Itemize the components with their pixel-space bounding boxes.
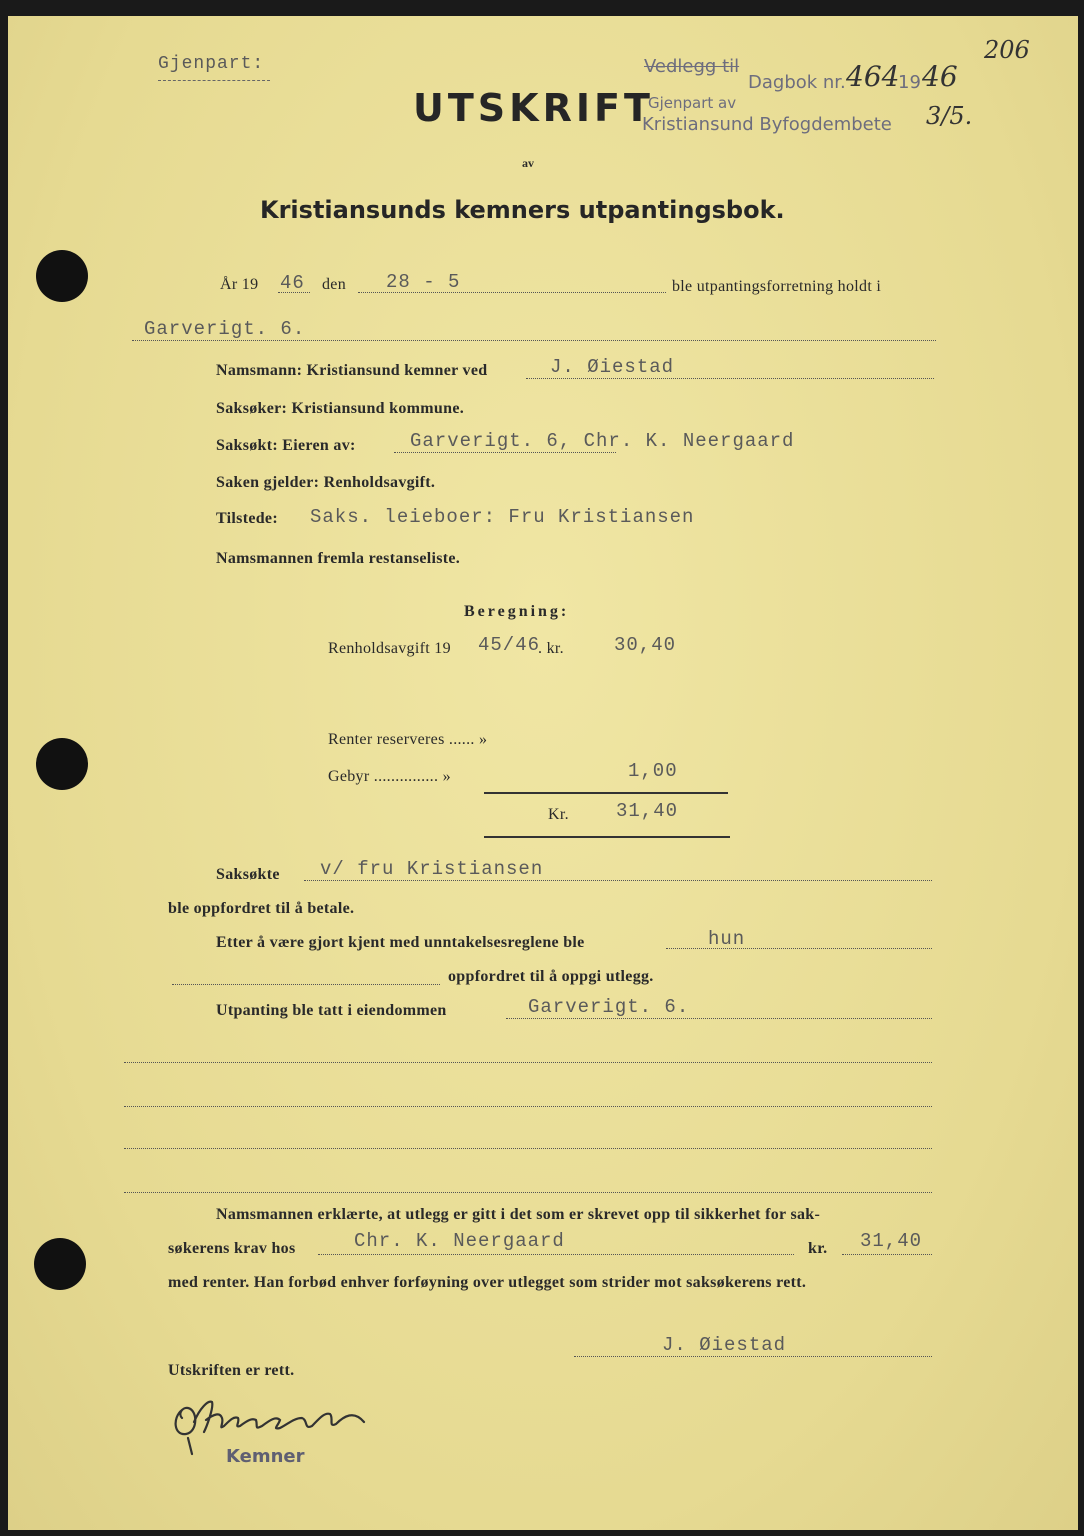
saksokt-value: Garverigt. 6, Chr. K. Neergaard — [410, 430, 795, 452]
renhold-amount: 30,40 — [614, 634, 677, 656]
signature-dots — [574, 1356, 932, 1357]
gjenpart-label: Gjenpart: — [158, 54, 265, 74]
gjelder-label: Saken gjelder: Renholdsavgift. — [216, 474, 436, 491]
document-page — [8, 16, 1078, 1530]
declaration-kr-label: kr. — [808, 1240, 828, 1257]
total-amount: 31,40 — [616, 800, 679, 822]
stamp-gjenpart: Gjenpart av — [648, 94, 737, 112]
aar-value: 46 — [280, 272, 305, 294]
tilstede-value: Saks. leieboer: Fru Kristiansen — [310, 506, 695, 528]
saksokt-label: Saksøkt: Eieren av: — [216, 437, 356, 454]
gjenpart-underline — [158, 80, 270, 81]
utskriften-text: Utskriften er rett. — [168, 1362, 295, 1379]
etter-dots — [666, 948, 932, 949]
den-dots — [358, 292, 666, 293]
saksokte-dots — [304, 880, 932, 881]
punch-hole-middle — [36, 738, 88, 790]
gebyr-label: Gebyr ............... » — [328, 768, 451, 785]
utpanting-label: Utpanting ble tatt i eiendommen — [216, 1002, 447, 1019]
holdt-label: ble utpantingsforretning holdt i — [672, 278, 882, 295]
oppfordret-text: ble oppfordret til å betale. — [168, 900, 355, 917]
declaration-line2-dots — [318, 1254, 794, 1255]
declaration-line3: med renter. Han forbød enhver forføyning over utlegget som strider mot saksøkerens rett. — [168, 1274, 807, 1291]
tilstede-label: Tilstede: — [216, 510, 278, 527]
namsmann-label: Namsmann: Kristiansund kemner ved — [216, 362, 488, 379]
beregning-heading: Beregning: — [464, 603, 570, 620]
sum-line-bottom — [484, 836, 730, 838]
saksokte-value: v/ fru Kristiansen — [320, 858, 544, 880]
document-subtitle: Kristiansunds kemners utpantingsbok. — [260, 196, 785, 224]
year-prefix: 19 — [898, 72, 921, 93]
etter-label: Etter å være gjort kjent med unntakelsesreglene ble — [216, 934, 585, 951]
namsmann-value: J. Øiestad — [550, 356, 675, 378]
saksokt-dots — [394, 452, 616, 453]
year-suffix: 46 — [922, 60, 958, 93]
blank-line-2 — [124, 1106, 932, 1107]
renhold-label: Renholdsavgift 19 — [328, 640, 451, 657]
punch-hole-bottom — [34, 1238, 86, 1290]
saksoker-label: Saksøker: Kristiansund kommune. — [216, 400, 465, 417]
renhold-years: 45/46 — [478, 634, 541, 656]
gebyr-amount: 1,00 — [628, 760, 678, 782]
page-number: 206 — [984, 36, 1030, 64]
etter-value: hun — [708, 928, 746, 950]
kemner-stamp: Kemner — [226, 1446, 305, 1467]
dagbok-number: 464 — [846, 60, 900, 93]
utpanting-dots — [506, 1018, 932, 1019]
stamp-dagbok-label: Dagbok nr. — [748, 72, 846, 93]
declaration-kr-value: 31,40 — [860, 1230, 923, 1252]
declaration-kr-dots — [842, 1254, 932, 1255]
stamp-date: 3/5. — [926, 102, 973, 130]
punch-hole-top — [36, 250, 88, 302]
aar-dots — [278, 292, 310, 293]
fremla-text: Namsmannen fremla restanseliste. — [216, 550, 461, 567]
title-av: av — [522, 156, 534, 170]
saksokte-label: Saksøkte — [216, 866, 280, 883]
blank-line-3 — [124, 1148, 932, 1149]
blank-line-4 — [124, 1192, 932, 1193]
place-value: Garverigt. 6. — [144, 318, 306, 340]
declaration-line1: Namsmannen erklærte, at utlegg er gitt i det som er skrevet opp til sikkerhet for sak- — [216, 1206, 821, 1223]
declaration-signature: J. Øiestad — [662, 1334, 787, 1356]
renter-label: Renter reserveres ...... » — [328, 731, 488, 748]
renhold-kr: . kr. — [538, 640, 564, 657]
namsmann-dots — [526, 378, 934, 379]
document-title: UTSKRIFT — [413, 86, 654, 130]
sum-line-top — [484, 792, 728, 794]
aar-label: År 19 — [220, 276, 259, 293]
stamp-vedlegg: Vedlegg til — [644, 56, 740, 77]
place-dots — [132, 340, 936, 341]
utpanting-value: Garverigt. 6. — [528, 996, 690, 1018]
blank-line-1 — [124, 1062, 932, 1063]
total-label: Kr. — [548, 806, 569, 823]
den-label: den — [322, 276, 347, 293]
oppgi-dots — [172, 984, 440, 985]
oppgi-text: oppfordret til å oppgi utlegg. — [448, 968, 654, 985]
declaration-line2-value: Chr. K. Neergaard — [354, 1230, 565, 1252]
declaration-line2-label: søkerens krav hos — [168, 1240, 296, 1257]
stamp-byfogdembete: Kristiansund Byfogdembete — [642, 114, 892, 135]
den-value: 28 - 5 — [386, 271, 461, 293]
